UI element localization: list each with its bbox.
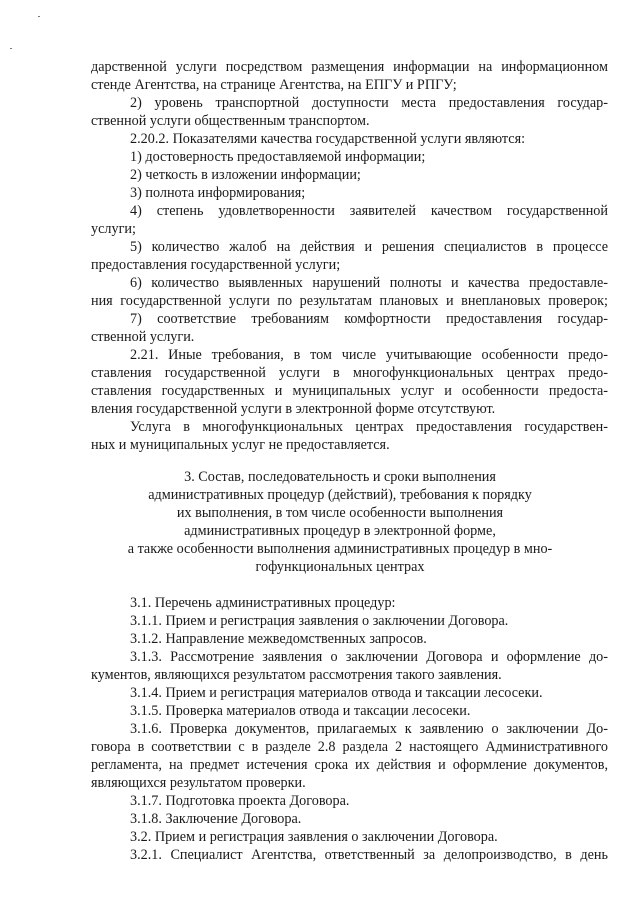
section-heading-line: гофункциональных центрах <box>255 559 425 575</box>
text-line: 3.1.8. Заключение Договора. <box>130 811 302 827</box>
section-heading-line: 3. Состав, последовательность и сроки выполнения <box>184 469 496 485</box>
text-line: 3.1.4. Прием и регистрация материалов отвода и таксации лесосеки. <box>130 685 543 701</box>
text-line: 3.1.5. Проверка материалов отвода и таксации лесосеки. <box>130 703 471 719</box>
text-line: 5) количество жалоб на действия и решения специалистов в процессе <box>130 239 608 255</box>
text-line: 3.1. Перечень административных процедур: <box>130 595 396 611</box>
scan-mark <box>38 16 40 17</box>
text-line: услуги; <box>91 221 136 237</box>
text-line: вления государственной услуги в электронной форме отсутствуют. <box>91 401 496 417</box>
text-line: ставления государственной услуги в многофункциональных центрах предо- <box>91 365 608 381</box>
section-heading-line: административных процедур в электронной форме, <box>184 523 496 539</box>
section-heading-line: административных процедур (действий), требования к порядку <box>148 487 532 503</box>
text-line: предоставления государственной услуги; <box>91 257 341 273</box>
text-line: ственной услуги. <box>91 329 195 345</box>
text-line: 3.1.1. Прием и регистрация заявления о заключении Договора. <box>130 613 509 629</box>
scan-mark <box>10 48 12 49</box>
text-line: 3) полнота информирования; <box>130 185 306 201</box>
text-line: кументов, являющихся результатом рассмотрения такого заявления. <box>91 667 502 683</box>
text-line: 2.20.2. Показателями качества государственной услуги являются: <box>130 131 526 147</box>
text-line: 3.1.7. Подготовка проекта Договора. <box>130 793 350 809</box>
text-line: Услуга в многофункциональных центрах предоставления государствен- <box>130 419 608 435</box>
text-line: 3.2.1. Специалист Агентства, ответственный за делопроизводство, в день <box>130 847 608 863</box>
text-line: регламента, на предмет истечения срока их действия и оформление документов, <box>91 757 608 773</box>
text-line: 2) четкость в изложении информации; <box>130 167 361 183</box>
text-line: стенде Агентства, на странице Агентства, на ЕПГУ и РПГУ; <box>91 77 457 93</box>
text-line: 3.1.6. Проверка документов, прилагаемых к заявлению о заключении До- <box>130 721 608 737</box>
text-line: ставления государственных и муниципальных услуг и особенности предоста- <box>91 383 608 399</box>
text-line: ных и муниципальных услуг не предоставляется. <box>91 437 390 453</box>
text-line: являющихся результатом проверки. <box>91 775 306 791</box>
text-line: ния государственной услуги по результатам плановых и внеплановых проверок; <box>91 293 608 309</box>
text-line: 3.1.3. Рассмотрение заявления о заключении Договора и оформление до- <box>130 649 608 665</box>
text-line: ственной услуги общественным транспортом. <box>91 113 370 129</box>
text-line: 7) соответствие требованиям комфортности предоставления государ- <box>130 311 608 327</box>
text-line: дарственной услуги посредством размещения информации на информационном <box>91 59 608 75</box>
text-line: 2) уровень транспортной доступности места предоставления государ- <box>130 95 608 111</box>
section-heading-line: их выполнения, в том числе особенности выполнения <box>176 505 504 521</box>
text-line: говора в соответствии с в разделе 2.8 раздела 2 настоящего Административного <box>91 739 608 755</box>
text-line: 2.21. Иные требования, в том числе учитывающие особенности предо- <box>130 347 608 363</box>
text-line: 6) количество выявленных нарушений полноты и качества предоставле- <box>130 275 608 291</box>
text-line: 3.2. Прием и регистрация заявления о заключении Договора. <box>130 829 498 845</box>
text-line: 3.1.2. Направление межведомственных запросов. <box>130 631 427 647</box>
text-line: 4) степень удовлетворенности заявителей качеством государственной <box>130 203 608 219</box>
section-heading-line: а также особенности выполнения административных процедур в мно- <box>127 541 553 557</box>
text-line: 1) достоверность предоставляемой информации; <box>130 149 426 165</box>
